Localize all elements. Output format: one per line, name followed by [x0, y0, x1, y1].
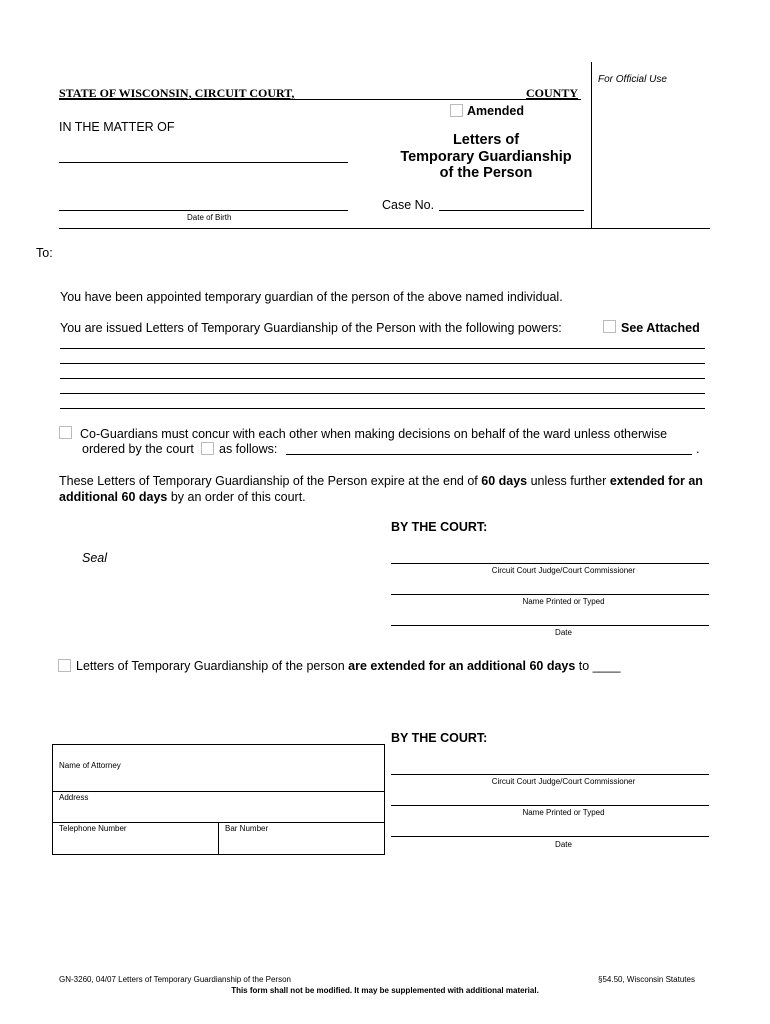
attorney-name-label[interactable]: Name of Attorney: [59, 761, 121, 770]
title-line-2: Temporary Guardianship: [400, 148, 572, 165]
expire-part-c: unless further: [530, 474, 607, 488]
court-name: STATE OF WISCONSIN, CIRCUIT COURT,: [59, 86, 295, 100]
name-printed-line-2[interactable]: [391, 805, 709, 806]
seal-label: Seal: [82, 551, 108, 565]
footer-form-id: GN-3260, 04/07 Letters of Temporary Guardianship of the Person: [59, 975, 291, 984]
judge-label-2: Circuit Court Judge/Court Commissioner: [491, 777, 636, 786]
date-label-2: Date: [555, 840, 572, 849]
document-title: [380, 132, 592, 182]
case-no-line[interactable]: [439, 210, 584, 211]
judge-signature-line-1[interactable]: [391, 563, 709, 564]
as-follows-checkbox[interactable]: [201, 442, 214, 455]
as-follows-period: .: [696, 442, 700, 456]
title-line-3: of the Person: [439, 165, 533, 181]
date-line-2[interactable]: [391, 836, 709, 837]
footer-statute: §54.50, Wisconsin Statutes: [598, 975, 695, 984]
attorney-box-divider-3: [218, 822, 219, 855]
county-label: COUNTY: [526, 86, 579, 100]
official-use-label: For Official Use: [598, 74, 667, 85]
extension-checkbox[interactable]: [58, 659, 71, 672]
see-attached-label: See Attached: [621, 321, 700, 335]
name-printed-label-1: Name Printed or Typed: [522, 597, 605, 606]
name-printed-label-2: Name Printed or Typed: [522, 808, 605, 817]
footer-notice: This form shall not be modified. It may be supplemented with additional material.: [231, 986, 539, 995]
telephone-label[interactable]: Telephone Number: [59, 824, 127, 833]
to-label: To:: [36, 246, 53, 260]
expire-part-a: These Letters of Temporary Guardianship of the Person expire at the end of: [59, 474, 478, 488]
coguardians-text: Co-Guardians must concur with each other when making decisions on behalf of the ward unless otherwise: [80, 427, 668, 441]
title-line-1: Letters of: [452, 132, 520, 148]
powers-line-2[interactable]: [60, 363, 705, 364]
expire-extended: extended for an: [609, 474, 703, 488]
as-follows-line[interactable]: [286, 454, 692, 455]
expiration-text: [59, 473, 719, 505]
powers-line-3[interactable]: [60, 378, 705, 379]
case-no-label: Case No.: [382, 198, 435, 212]
coguardians-ordered-text: ordered by the court: [82, 442, 194, 456]
matter-name-line[interactable]: [59, 162, 348, 163]
see-attached-checkbox[interactable]: [603, 320, 616, 333]
extension-part-a: Letters of Temporary Guardianship of the person: [76, 659, 345, 673]
powers-line-4[interactable]: [60, 393, 705, 394]
extension-text: [76, 659, 621, 673]
judge-signature-line-2[interactable]: [391, 774, 709, 775]
powers-line-5[interactable]: [60, 408, 705, 409]
bar-number-label[interactable]: Bar Number: [225, 824, 269, 833]
dob-label: Date of Birth: [187, 213, 232, 222]
expire-days: 60 days: [481, 474, 528, 488]
by-the-court-1: BY THE COURT:: [391, 520, 488, 534]
attorney-address-label[interactable]: Address: [59, 793, 89, 802]
appointed-text: You have been appointed temporary guardian of the person of the above named individual.: [60, 290, 563, 304]
issued-text: You are issued Letters of Temporary Guardianship of the Person with the following powers:: [60, 321, 562, 335]
dob-line[interactable]: [59, 210, 348, 211]
header-bottom-line: [59, 228, 710, 229]
amended-checkbox[interactable]: [450, 104, 463, 117]
name-printed-line-1[interactable]: [391, 594, 709, 595]
in-the-matter-label: IN THE MATTER OF: [59, 120, 175, 134]
by-the-court-2: BY THE COURT:: [391, 731, 488, 745]
judge-label-1: Circuit Court Judge/Court Commissioner: [491, 566, 636, 575]
amended-label: Amended: [467, 104, 524, 118]
expire-additional: additional 60 days: [59, 490, 168, 504]
date-label-1: Date: [555, 628, 572, 637]
as-follows-text: as follows:: [219, 442, 278, 456]
extension-part-c: to ____: [578, 659, 621, 673]
expire-part-f: by an order of this court.: [170, 490, 306, 504]
date-line-1[interactable]: [391, 625, 709, 626]
powers-line-1[interactable]: [60, 348, 705, 349]
coguardians-checkbox[interactable]: [59, 426, 72, 439]
attorney-box-divider-1: [52, 791, 385, 792]
extension-part-b: are extended for an additional 60 days: [348, 659, 576, 673]
court-line: [59, 99, 581, 100]
